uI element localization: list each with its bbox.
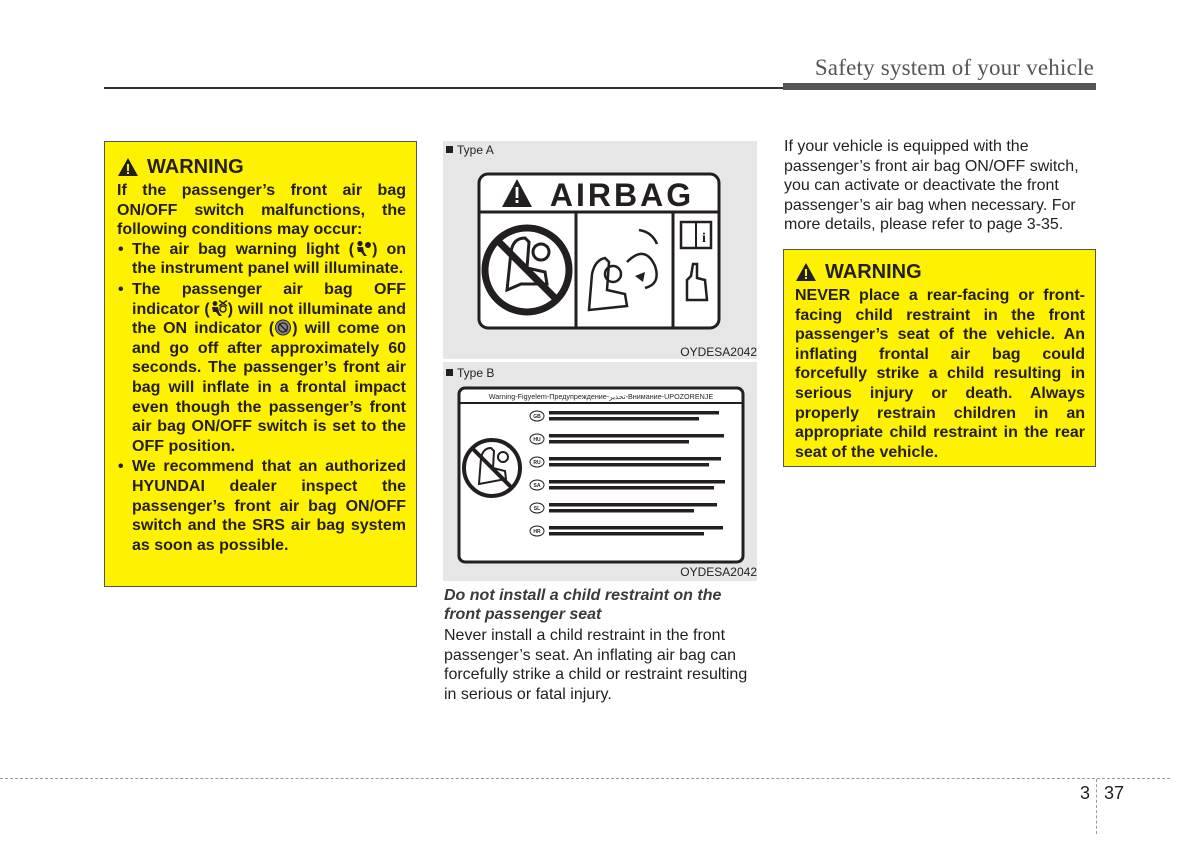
lang-code: GB (533, 414, 541, 420)
lang-code: HR (533, 529, 541, 535)
list-item: • We recommend that an authorized HYUNDAI dealer inspect the passenger’s front air bag ON/OFF switch and the SRS air bag system as soon as possible. (117, 457, 406, 555)
svg-text:i: i (702, 231, 706, 246)
warning-list (117, 240, 406, 556)
figure-caption-type-a: Type A (446, 143, 494, 157)
section-number: 3 (1080, 783, 1091, 803)
warning-triangle-icon (795, 262, 817, 282)
page-number: 37 (1104, 783, 1125, 803)
footer-rule (0, 778, 1170, 779)
airbag-label-type-b (457, 386, 745, 564)
passenger-airbag-on-icon (274, 319, 292, 336)
passenger-airbag-off-icon (210, 300, 228, 317)
header-rule (104, 87, 784, 89)
lang-code: HU (533, 437, 541, 443)
warning-heading: WARNING (117, 155, 406, 179)
header-title: Safety system of your vehicle (814, 55, 1094, 80)
header-rule-accent (783, 83, 1096, 90)
airbag-label-title: AIRBAG (549, 177, 695, 213)
figure-code-a: OYDESA2042 (680, 345, 757, 359)
section-heading: Do not install a child restraint on the front passenger seat (444, 587, 722, 623)
warning-heading: WARNING (795, 260, 1085, 284)
lang-code: RU (533, 460, 541, 466)
figure-caption-type-b: Type B (446, 366, 494, 380)
list-item: • The passenger air bag OFF indicator ( ) will not illuminate and the ON indicator ( ) will come on and go off after approximately 60 seconds. The passenger’s front air bag will inflate in a frontal impact even though the passenger’s front air bag ON/OFF switch is set to the OFF position. (117, 280, 406, 456)
figure-divider (443, 359, 757, 362)
lang-code: SL (533, 506, 541, 512)
airbag-warning-icon (354, 240, 372, 257)
warning-body: NEVER place a rear-facing or front-facing child restraint in the front passenger’s seat of the vehicle. An inflating frontal air bag could forcefully strike a child resulting in serious injury or death. Always properly restrain children in an appropriate child restraint in the rear seat of the vehicle. (795, 287, 1085, 461)
airbag-label-figure (443, 141, 757, 581)
list-item: • The air bag warning light ( ) on the instrument panel will illuminate. (117, 240, 406, 279)
warning-triangle-icon (117, 157, 139, 177)
warning-intro: If the passenger’s front air bag ON/OFF switch malfunctions, the following conditions may occur: (117, 182, 406, 239)
lang-code: SA (533, 483, 541, 489)
label-b-header: Warning-Figyelem-Предупреждение-تحذير-Внимание-UPOZORENJE (488, 392, 714, 401)
warning-box-left (104, 141, 417, 587)
square-bullet-icon (446, 369, 453, 376)
right-intro-text: If your vehicle is equipped with the passenger’s front air bag ON/OFF switch, you can activate or deactivate the front passenger’s air bag when necessary. For more details, please refer to page 3-35. (784, 138, 1079, 233)
square-bullet-icon (446, 146, 453, 153)
section-body: Never install a child restraint in the front passenger’s seat. An inflating air bag can forcefully strike a child or restraint resulting in serious or fatal injury. (444, 627, 748, 703)
airbag-label-type-a (477, 172, 723, 332)
warning-box-right (783, 249, 1096, 467)
figure-code-b: OYDESA2042 (680, 565, 757, 579)
footer-divider (1096, 779, 1097, 834)
